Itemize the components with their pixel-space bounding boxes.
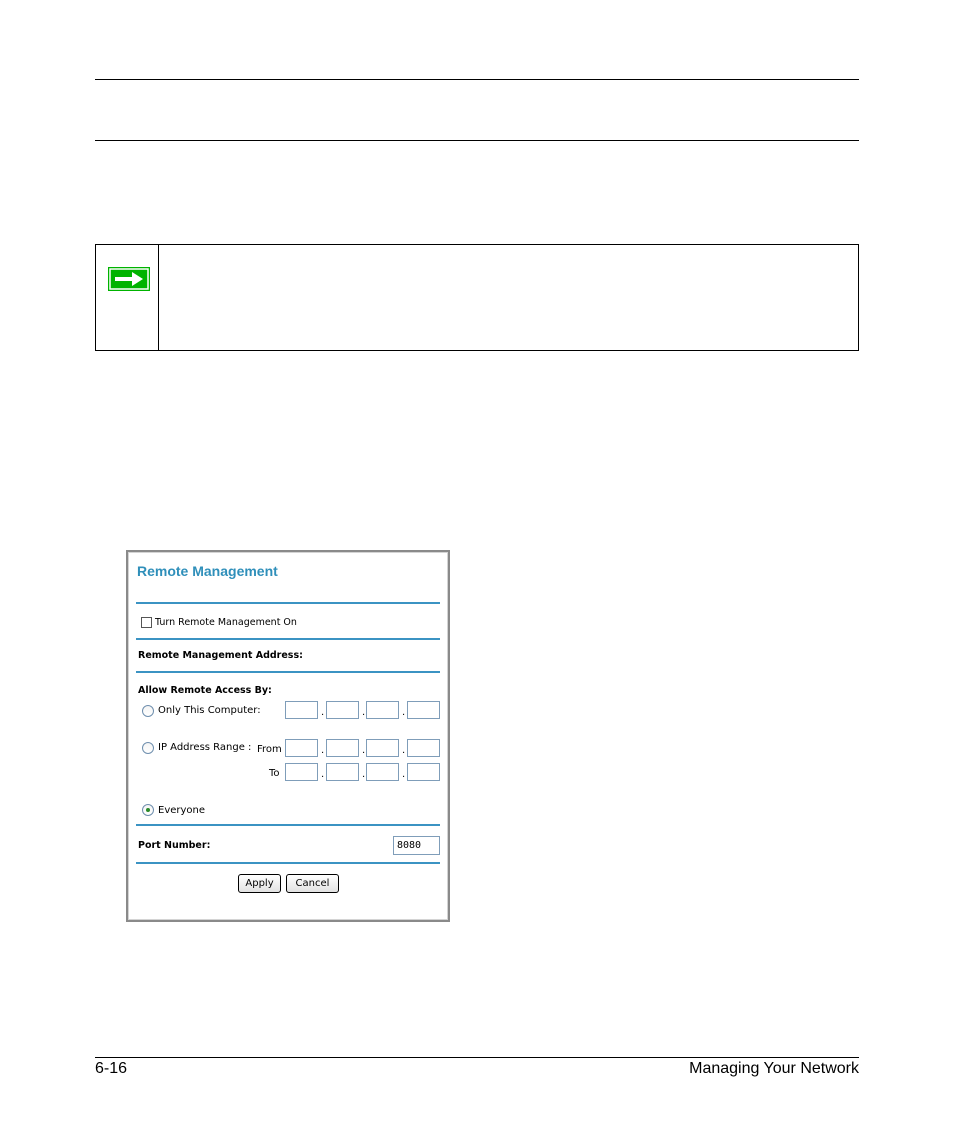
- ip-dot: .: [362, 745, 366, 756]
- everyone-label: Everyone: [158, 805, 206, 816]
- divider: [136, 671, 440, 673]
- range-to-octet-2[interactable]: [326, 763, 359, 781]
- divider: [136, 862, 440, 864]
- allow-remote-access-label: Allow Remote Access By:: [138, 685, 272, 696]
- only-this-computer-radio[interactable]: [142, 705, 154, 717]
- only-computer-ip-octet-1[interactable]: [285, 701, 318, 719]
- range-to-octet-4[interactable]: [407, 763, 440, 781]
- remote-management-address-label: Remote Management Address:: [138, 650, 303, 661]
- to-label: To: [269, 768, 280, 779]
- turn-remote-management-label: Turn Remote Management On: [155, 617, 297, 628]
- divider: [136, 824, 440, 826]
- only-this-computer-label: Only This Computer:: [158, 705, 261, 716]
- range-from-octet-1[interactable]: [285, 739, 318, 757]
- turn-remote-management-checkbox[interactable]: [141, 617, 152, 628]
- apply-button[interactable]: Apply: [238, 874, 281, 893]
- ip-dot: .: [362, 707, 366, 718]
- ip-address-range-radio[interactable]: [142, 742, 154, 754]
- only-computer-ip-octet-4[interactable]: [407, 701, 440, 719]
- ip-address-range-label: IP Address Range :: [158, 742, 252, 753]
- note-box: [95, 244, 859, 351]
- ip-dot: .: [402, 769, 406, 780]
- divider: [136, 602, 440, 604]
- ip-dot: .: [321, 745, 325, 756]
- remote-management-panel: [126, 550, 450, 922]
- ip-dot: .: [362, 769, 366, 780]
- only-computer-ip-octet-2[interactable]: [326, 701, 359, 719]
- panel-title: Remote Management: [137, 563, 278, 579]
- ip-dot: .: [402, 745, 406, 756]
- range-from-octet-3[interactable]: [366, 739, 399, 757]
- ip-dot: .: [321, 769, 325, 780]
- header-rule-top: [95, 79, 859, 80]
- everyone-radio[interactable]: [142, 804, 154, 816]
- ip-dot: .: [402, 707, 406, 718]
- footer-section-title: Managing Your Network: [689, 1060, 859, 1077]
- ip-dot: .: [321, 707, 325, 718]
- header-rule-bottom: [95, 140, 859, 141]
- divider: [136, 638, 440, 640]
- cancel-button[interactable]: Cancel: [286, 874, 339, 893]
- from-label: From: [257, 744, 282, 755]
- range-from-octet-2[interactable]: [326, 739, 359, 757]
- range-to-octet-1[interactable]: [285, 763, 318, 781]
- range-from-octet-4[interactable]: [407, 739, 440, 757]
- page-number: 6-16: [95, 1060, 128, 1077]
- footer-rule: [95, 1057, 859, 1058]
- port-number-input[interactable]: 8080: [393, 836, 440, 855]
- range-to-octet-3[interactable]: [366, 763, 399, 781]
- right-arrow-icon: [108, 267, 150, 291]
- port-number-label: Port Number:: [138, 840, 211, 851]
- only-computer-ip-octet-3[interactable]: [366, 701, 399, 719]
- note-separator: [158, 245, 159, 350]
